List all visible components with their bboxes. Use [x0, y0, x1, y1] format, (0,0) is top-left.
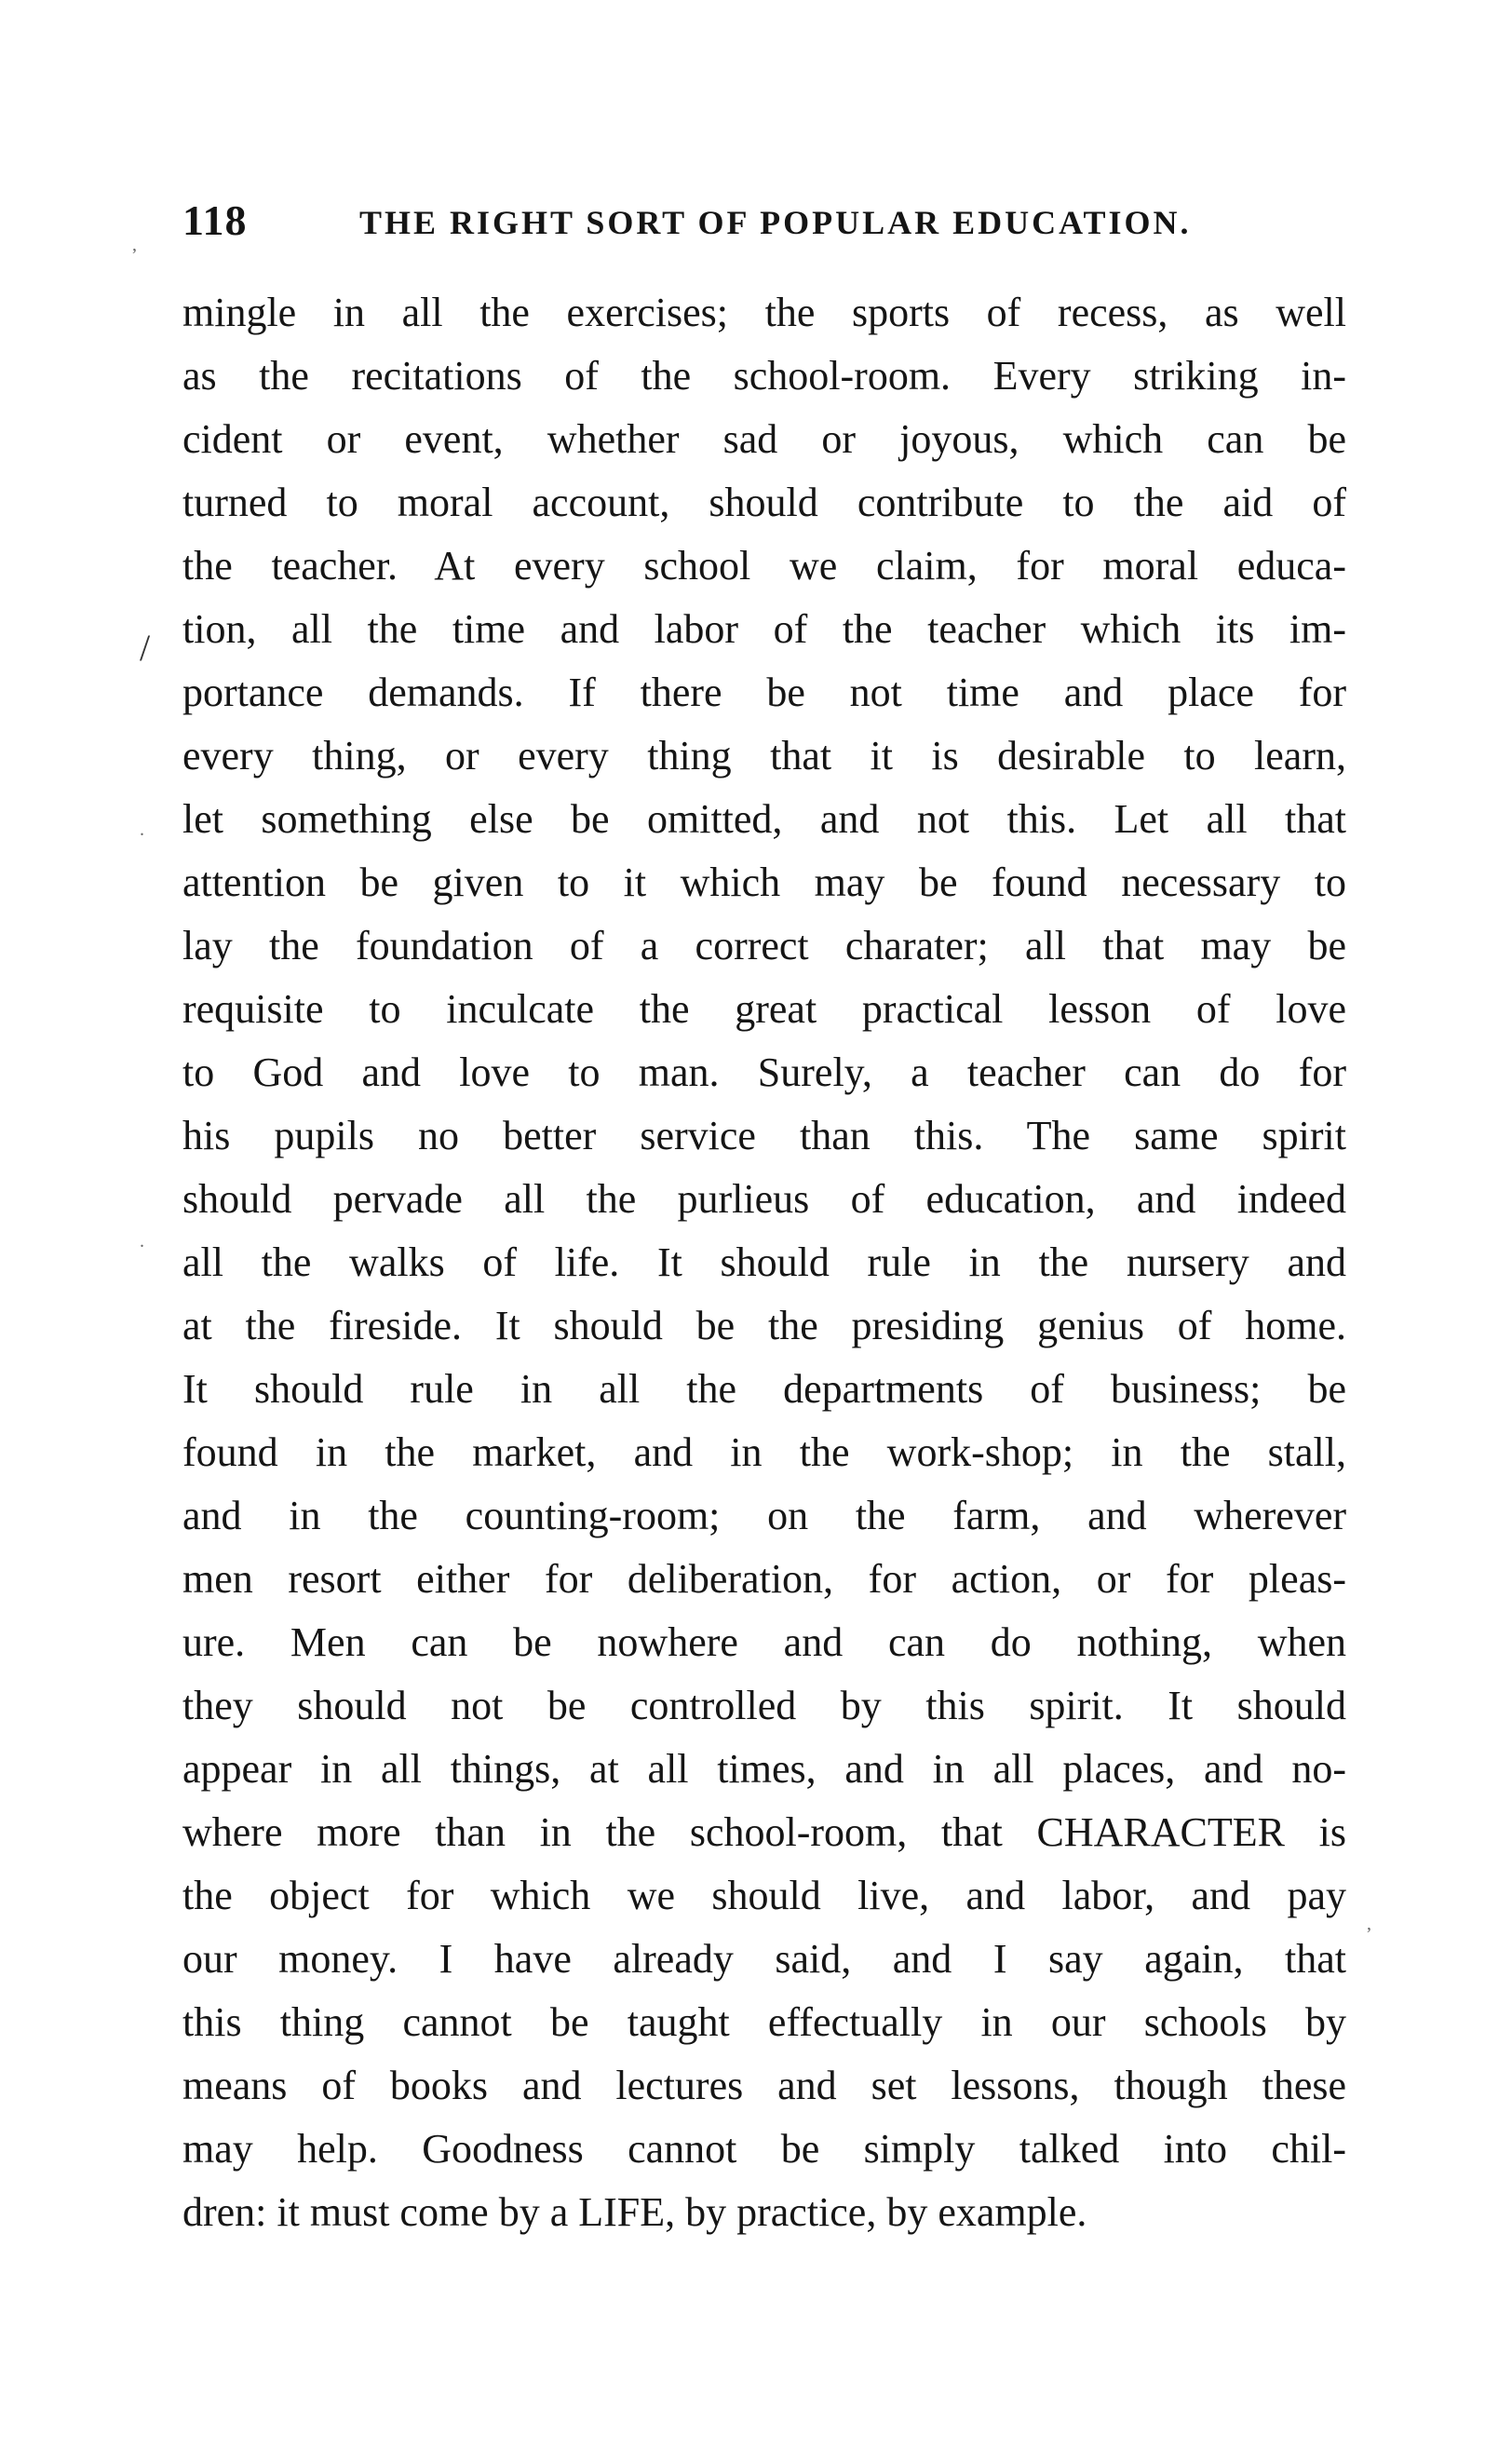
text-line: where more than in the school-room, that CHARACTER is — [182, 1809, 1346, 1855]
text-line: every thing, or every thing that it is desirable to learn, — [182, 733, 1346, 778]
text-line: and in the counting-room; on the farm, and wherever — [182, 1493, 1346, 1538]
margin-mark: / — [140, 627, 151, 669]
text-line: turned to moral account, should contribute to the aid of — [182, 480, 1346, 525]
text-line: men resort either for deliberation, for action, or for pleas- — [182, 1556, 1346, 1602]
text-line: may help. Goodness cannot be simply talked into chil- — [182, 2126, 1346, 2172]
text-line: It should rule in all the departments of business; be — [182, 1366, 1346, 1412]
body-text — [182, 281, 1346, 2244]
text-line: ure. Men can be nowhere and can do nothing, when — [182, 1619, 1346, 1665]
text-line: cident or event, whether sad or joyous, which can be — [182, 416, 1346, 462]
text-line: requisite to inculcate the great practical lesson of love — [182, 986, 1346, 1032]
text-line: this thing cannot be taught effectually in our schools by — [182, 1999, 1346, 2045]
text-line: dren: it must come by a LIFE, by practice, by example. — [182, 2189, 1087, 2235]
text-line: appear in all things, at all times, and in all places, and no- — [182, 1746, 1346, 1792]
text-line: to God and love to man. Surely, a teacher can do for — [182, 1049, 1346, 1095]
text-line: tion, all the time and labor of the teacher which its im- — [182, 606, 1346, 652]
text-line: lay the foundation of a correct charater; all that may be — [182, 923, 1346, 968]
text-line: our money. I have already said, and I say again, that — [182, 1936, 1346, 1982]
text-line: let something else be omitted, and not this. Let all that — [182, 796, 1346, 842]
text-line: attention be given to it which may be found necessary to — [182, 860, 1346, 905]
text-line: found in the market, and in the work-shop; in the stall, — [182, 1429, 1346, 1475]
text-line: means of books and lectures and set lessons, though these — [182, 2063, 1346, 2108]
text-line: should pervade all the purlieus of education, and indeed — [182, 1176, 1346, 1222]
text-line: portance demands. If there be not time and place for — [182, 670, 1346, 715]
text-line: at the fireside. It should be the presiding genius of home. — [182, 1303, 1346, 1348]
running-title: THE RIGHT SORT OF POPULAR EDUCATION. — [359, 204, 1192, 241]
ink-speck: , — [1367, 1914, 1371, 1934]
text-line: his pupils no better service than this. The same spirit — [182, 1113, 1346, 1158]
text-line: they should not be controlled by this spirit. It should — [182, 1683, 1346, 1728]
ink-speck: . — [140, 819, 144, 840]
text-line: mingle in all the exercises; the sports of recess, as well — [182, 290, 1346, 335]
text-line: the object for which we should live, and labor, and pay — [182, 1873, 1346, 1918]
text-line: as the recitations of the school-room. Every striking in- — [182, 353, 1346, 399]
text-line: the teacher. At every school we claim, for moral educa- — [182, 543, 1346, 589]
ink-speck: , — [132, 235, 137, 255]
page-number: 118 — [182, 196, 248, 244]
running-head — [182, 196, 1346, 251]
ink-speck: . — [140, 1231, 144, 1252]
text-line: all the walks of life. It should rule in the nursery and — [182, 1239, 1346, 1285]
